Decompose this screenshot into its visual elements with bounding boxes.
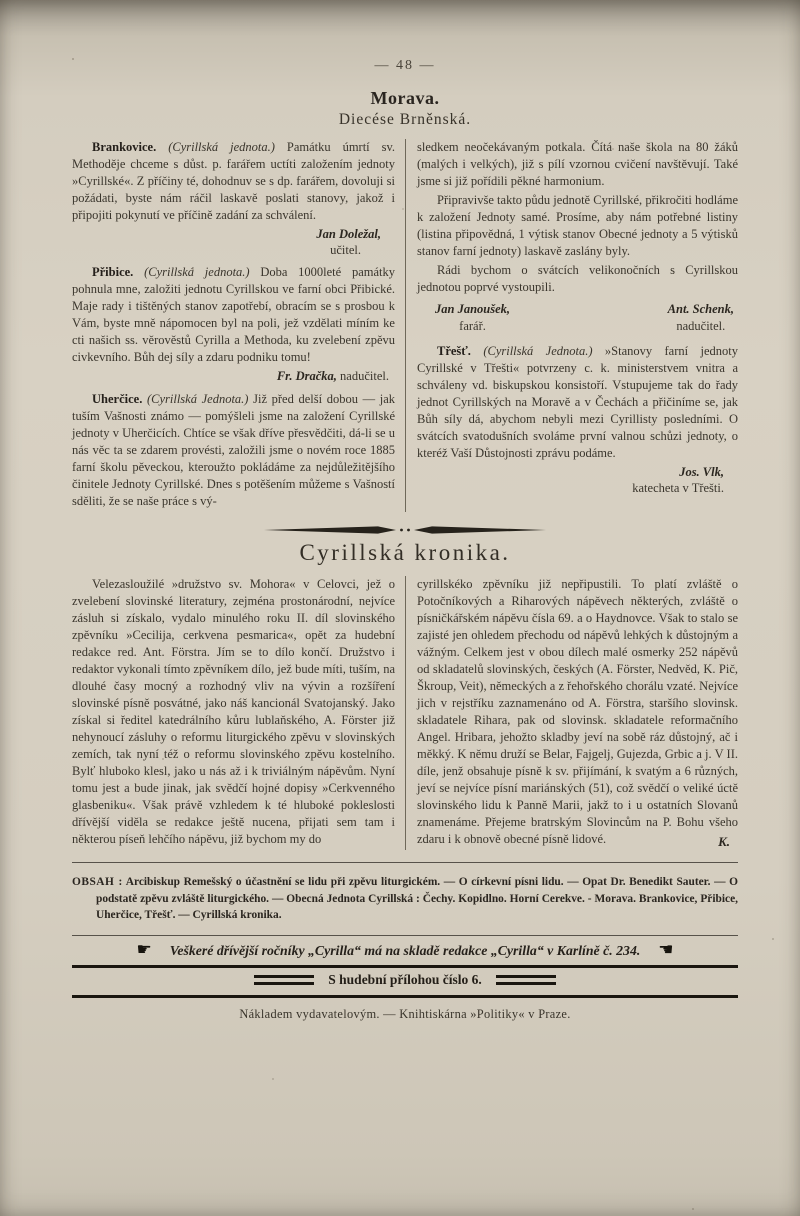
signature-name: Ant. Schenk,	[667, 302, 734, 316]
signature-k: K.	[718, 834, 730, 849]
article-lead-pribice: Přibice.	[92, 265, 134, 279]
morava-columns	[72, 139, 738, 512]
article-trest	[417, 343, 738, 462]
article-brankovice	[72, 139, 395, 224]
signature-janousek	[435, 301, 510, 335]
article-body-uhercice: Již před delší dobou — jak tuším Vašnosti známo — pomýšleli jsme na založení Cyrillské jednoty v Uherčicích. Chtíce se však dříve přesvědčiti, dá-li se u nás věc ta se zdarem provésti, založili jsme o novém roce 1885 farní školu pěveckou, kteroužto pokládáme za nejdůležitějšího činitele Jednoty Cyrillské. Dnes s potěšením můžeme s Vašností sděliti, že se naše práce s vý-	[72, 392, 396, 508]
kronika-left-column	[72, 576, 405, 850]
signature-schenk	[668, 301, 734, 335]
rule-below-obsah	[72, 935, 738, 936]
signature-name: Fr. Dračka,	[276, 369, 337, 383]
section-divider-ornament	[260, 524, 550, 536]
page-number: — 48 —	[374, 58, 436, 73]
signature-role: katecheta v Třešti.	[632, 481, 724, 495]
manicule-left-icon: ☚	[658, 940, 674, 961]
obsah-body: Arcibiskup Remešský o účastnění se lidu při zpěvu liturgickém. — O církevní písni lidu. — Opat Dr. Benedikt Sauter. — O podstatě zpěvu zvláště liturgického. — Obecná Jednota Cyrillská : Čechy. Kopidlno. Horní Cerekve. - Morava. Brankovice, Přibice, Uherčice, Třešť. — Cyrillská kronika.	[96, 876, 738, 922]
signature-name: Jos. Vlk,	[679, 465, 724, 479]
music-supplement-text: S hudební přílohou číslo 6.	[328, 972, 482, 988]
article-body-brankovice: Památku úmrtí sv. Methoděje chceme s důst. p. farářem uctíti založením jednoty »Cyrillské«. Z příčiny té, dohodnuv se s dp. farářem, dovoluji si požádati, byste nám ráčil laskavě poslati stanovy, jakož i připojiti pokynutí ve příčině zadání za schválení.	[72, 140, 396, 222]
back-issues-text: Veškeré dřívější ročníky „Cyrilla“ má na skladě redakce „Cyrilla“ v Karlíně č. 234.	[169, 942, 641, 958]
rule-above-obsah	[72, 862, 738, 863]
signature-dracka	[72, 368, 395, 385]
article-tag-brankovice: (Cyrillská jednota.)	[168, 140, 275, 154]
double-bar-left	[254, 975, 314, 985]
paragraph-radi: Rádi bychom o svátcích velikonočních s Cyrillskou jednotou poprvé vystoupili.	[417, 263, 738, 294]
article-tag-uhercice: (Cyrillská Jednota.)	[146, 392, 249, 406]
kronika-right-paragraph: cyrillskéko zpěvníku již nepřipustili. To platí zvláště o Potočníkových a Riharových nápěvech některých, zvláště o písničkářském nápěvu čísla 69. a o Haydnovce. Však to stalo se zajisté jen ohledem přechodu od nápěvů lehkých k důstojným a vážným. Celkem jest v obou dílech malé osmerky 252 nápěvů od skladatelů slovinských, českých (A. Förster, Nedvěd, K. Pič, Škroup, Veit), německých a z řehořského chorálu vzaté. Nejvíce jich v rejstříku zaznamenáno od A. Förstra, staršího slovinsk. skladatele Rihara, pak od slovinsk. skladatele reformačního Angel. Hribara, jehožto skladby jeví na sobě ráz důstojný, ač i měkký. K němu druží se Belar, Fajgelj, Gujezda, Grbic a j. V II. díle, jenž obsahuje písně k sv. přijímání, k svatým a 6 různých, jeví se nejvíce písní mariánských (51), což svědčí o veliké úctě slovinského lidu k Panně Marii, jakž to i u ostatních Slovanů znamenáme. Přejeme bratrským Slovincům na P. Bohu všeho zdaru i k obnově obecné písně lidové.	[417, 577, 738, 846]
imprint-line: Nákladem vydavatelovým. — Knihtiskárna »Politiky« v Praze.	[239, 1007, 571, 1022]
article-tag-trest: (Cyrillská Jednota.)	[483, 344, 593, 358]
article-uhercice	[72, 391, 395, 510]
signature-dolezal	[72, 226, 395, 258]
signature-pair	[417, 298, 738, 335]
double-bar-right	[496, 975, 556, 985]
back-issues-notice	[72, 941, 738, 961]
signature-name: Jan Janoušek,	[435, 302, 511, 316]
section-title-kronika: Cyrillská kronika.	[299, 540, 511, 565]
heavy-rule-bottom	[72, 995, 738, 998]
diocese-subtitle: Diecése Brněnská.	[338, 111, 472, 128]
morava-left-column	[72, 139, 405, 512]
kronika-right-column	[405, 576, 738, 850]
signature-role: nadučitel.	[676, 319, 726, 333]
article-lead-uhercice: Uherčice.	[92, 392, 143, 406]
signature-name: Jan Doležal,	[316, 227, 381, 241]
signature-role: nadučitel.	[340, 369, 389, 383]
section-title-morava: Morava.	[370, 88, 440, 108]
signature-role: učitel.	[330, 243, 361, 257]
article-lead-trest: Třešť.	[437, 344, 471, 358]
paper-speckle	[72, 58, 74, 60]
signature-vlk	[417, 464, 738, 496]
music-supplement-banner	[72, 968, 738, 991]
kronika-left-paragraph: Velezasloužilé »družstvo sv. Mohora« v Celovci, jež o zvelebení slovinské literatury, zejména prostonárodní, nejvíce zásluh si získalo, vydalo minulého roku II. díl slovinského zpěvníku »Cecilija, cerkvena pesmarica«, opět za hudební redakce red. Ant. Förstra. Jím se to dílo končí. Družstvo i redaktor vykonali tímto zpěvníkem dílo, jež bude míti, tuším, na dlouhé časy mocný a rozhodný vliv na vývin a rozšíření slovinské písně posvátné, jako náš kancionál Svatojanský. Jako získal si ředitel katedrálního kůru lublaňského, A. Förster již nehynoucí zásluhy o reformu liturgického zpěvu v slovinských zemích, tak nyní též o reformu slovinského zpěvu kostelního. Bylť hluboko klesl, jako u nás až i k triviálným nápěvům. Nyní tomu jest a bude jinak, jak svědčí hojné dopisy »Cerkvenného glasbeniku«. Však právě vzhledem k té hluboké pokleslosti dřívější viděla se redakce ještě nucena, přijati sem tam i některou píseň lehčího nápěvu, již bychom my do	[72, 577, 395, 846]
article-tag-pribice: (Cyrillská jednota.)	[144, 265, 250, 279]
article-pribice	[72, 264, 395, 366]
morava-right-column	[405, 139, 738, 512]
manicule-right-icon: ☛	[136, 940, 152, 961]
article-body-trest: »Stanovy farní jednoty Cyrillské v Třešti« potvrzeny c. k. ministerstvem vnitra a schváleny vd. biskupskou konsistoří. Vstupujeme tak do řady jednot Cyrillských na Moravě a v Čechách a přičiníme se, jak Bůh síly dá, abychom nebyli mezi Cyrillisty posledními. O svátcích svatodušních svoláme první valnou schůzi jednoty, o kteréž Vaší Důstojnosti zprávu podáme.	[417, 344, 738, 460]
obsah-label: OBSAH :	[72, 876, 123, 889]
uhercice-continuation: sledkem neočekávaným potkala. Čítá naše škola na 80 žáků (malých i velkých), již s pílí vzornou cvičení navštěvují. Také jsme si již pořídili pěkné harmonium.	[417, 140, 738, 188]
article-body-pribice: Doba 1000leté památky pohnula mne, založiti jednotu Cyrillskou ve farní obci Přibické. Maje rady i tištěných stanov zapotřebí, obracím se s prosbou k Vám, byste mně nápomocen byl na poli, jež vzdělati míním ke cti našich ss. věrověstů Cyrilla a Methoda, ku zvelebení zpěvu civkevního. Bůh dej síly a zdaru podniku tomu!	[72, 265, 395, 364]
article-lead-brankovice: Brankovice.	[92, 140, 157, 154]
obsah-summary	[72, 874, 738, 924]
paragraph-pripravivse: Připravivše takto půdu jednotě Cyrillské, přikročiti hodláme k založení Jednoty samé. Prosíme, aby nám potřebné listiny (listina připovědná, 1 výtisk stanov Obecné jednoty a 5 výtisků stanov farní jednoty) laskavě zaslány byly.	[417, 193, 738, 258]
kronika-columns	[72, 576, 738, 850]
signature-role: farář.	[459, 319, 486, 333]
